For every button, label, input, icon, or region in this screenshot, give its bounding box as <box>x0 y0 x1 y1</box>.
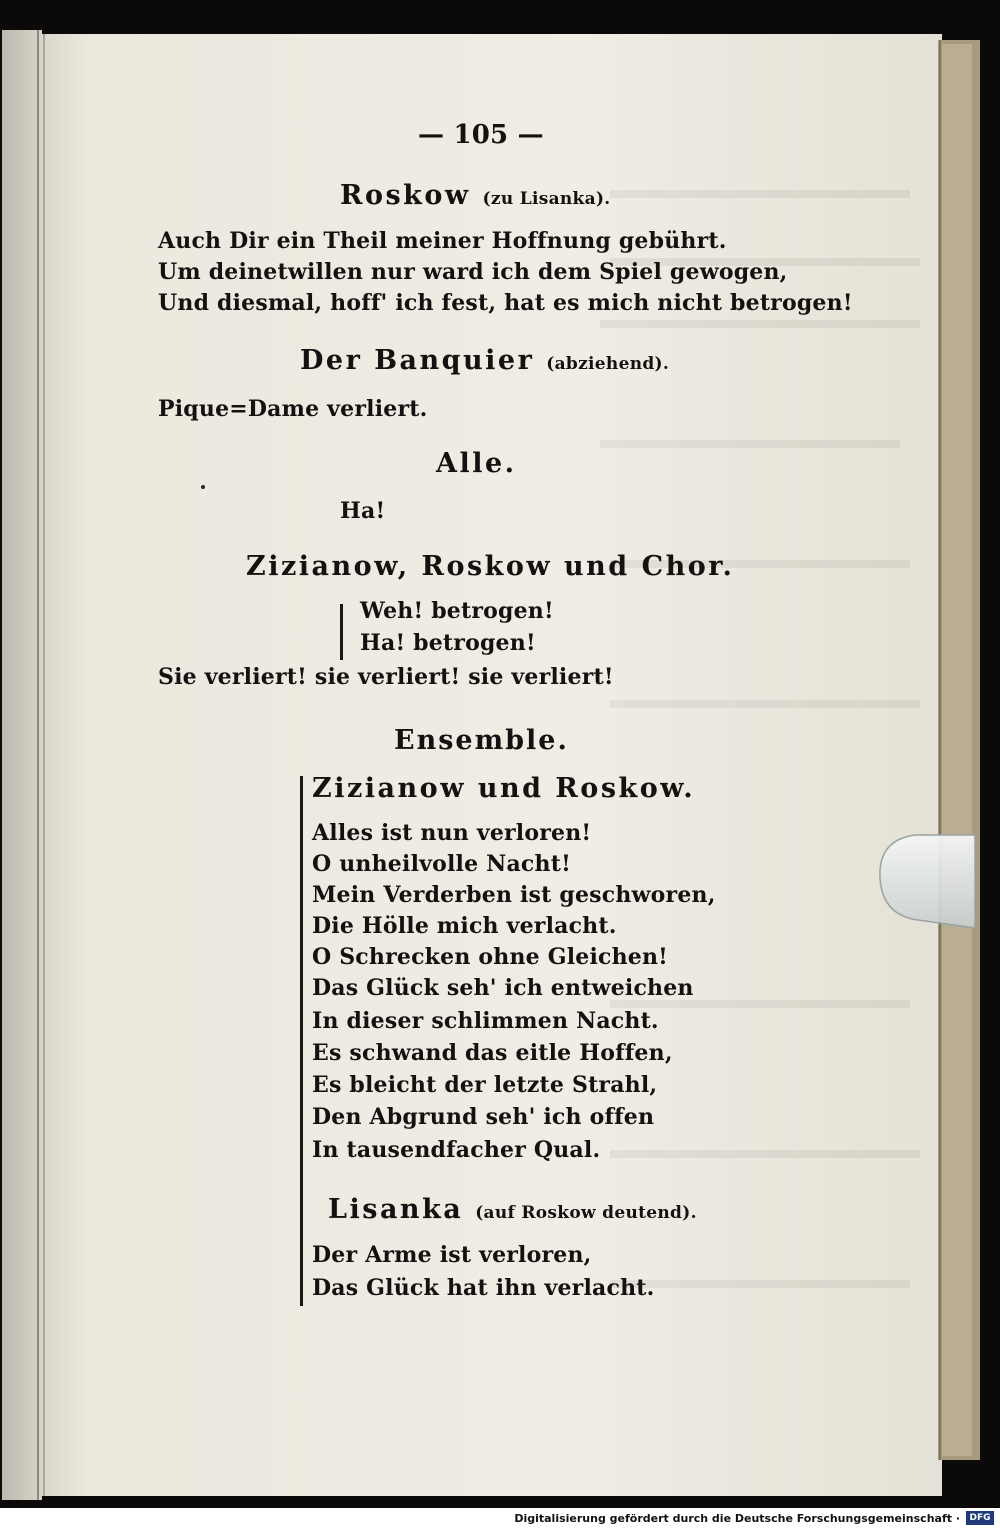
verse-line: In dieser schlimmen Nacht. <box>312 1008 659 1034</box>
verse-line: Die Hölle mich verlacht. <box>312 913 617 939</box>
verse-line: Es bleicht der letzte Strahl, <box>312 1072 658 1098</box>
left-page-edge <box>2 30 42 1500</box>
footer-credit: Digitalisierung gefördert durch die Deutsche Forschungsgemeinschaft · <box>514 1512 960 1525</box>
verse-line: Ha! <box>340 498 386 524</box>
verse-line: Alles ist nun verloren! <box>312 820 592 846</box>
verse-line: Mein Verderben ist geschworen, <box>312 882 716 908</box>
ensemble-brace <box>300 776 303 1306</box>
stage-direction: (zu Lisanka). <box>482 189 611 209</box>
speaker-alle: Alle. <box>436 448 517 479</box>
speaker-name: Der Banquier <box>300 345 535 376</box>
verse-line: Es schwand das eitle Hoffen, <box>312 1040 673 1066</box>
section-ensemble: Ensemble. <box>394 725 569 756</box>
verse-line: Pique=Dame verliert. <box>158 396 428 422</box>
verse-line: O unheilvolle Nacht! <box>312 851 571 877</box>
verse-line: Ha! betrogen! <box>360 630 536 656</box>
dfg-logo: DFG <box>966 1511 994 1525</box>
stage-direction: (abziehend). <box>546 354 670 374</box>
speaker-banquier <box>300 347 669 374</box>
verse-line: Um deinetwillen nur ward ich dem Spiel gewogen, <box>158 259 788 285</box>
stage-direction: (auf Roskow deutend). <box>475 1203 697 1223</box>
speaker-chor: Zizianow, Roskow und Chor. <box>246 551 735 582</box>
verse-line: In tausendfacher Qual. <box>312 1137 601 1163</box>
page-number: — 105 — <box>418 120 544 150</box>
verse-line: Der Arme ist verloren, <box>312 1242 592 1268</box>
brace-mark <box>340 604 343 660</box>
speaker-zizianow-roskow: Zizianow und Roskow. <box>312 773 696 804</box>
verse-line: Sie verliert! sie verliert! sie verliert! <box>158 664 614 690</box>
speaker-name: Lisanka <box>328 1194 464 1225</box>
verse-line: Das Glück hat ihn verlacht. <box>312 1275 655 1301</box>
verse-line: Den Abgrund seh' ich offen <box>312 1104 655 1130</box>
verse-line: Auch Dir ein Theil meiner Hoffnung gebührt. <box>158 228 727 254</box>
speaker-lisanka <box>328 1196 697 1223</box>
verse-line: Weh! betrogen! <box>360 598 554 624</box>
verse-line: Das Glück seh' ich entweichen <box>312 975 694 1001</box>
footer-bar <box>0 1508 1000 1528</box>
speaker-name: Roskow <box>340 180 471 211</box>
verse-line: O Schrecken ohne Gleichen! <box>312 944 669 970</box>
speaker-roskow <box>340 182 611 209</box>
verse-line: Und diesmal, hoff' ich fest, hat es mich nicht betrogen! <box>158 290 853 316</box>
